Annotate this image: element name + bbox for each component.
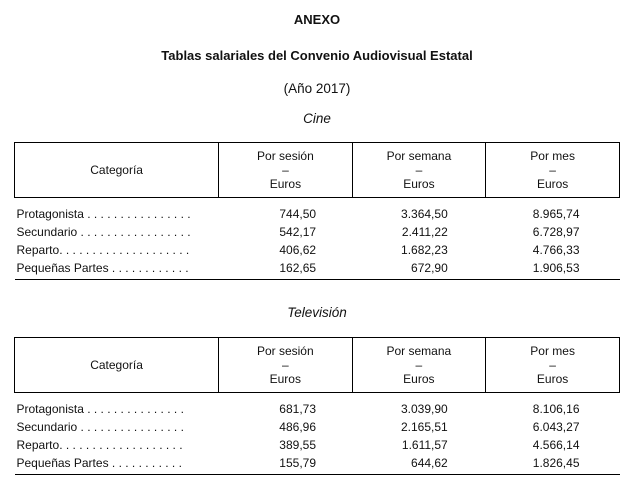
header-por-sesion: Por sesión – Euros: [219, 338, 352, 393]
value-semana: 3.364,50: [401, 207, 448, 221]
value-sesion: 155,79: [219, 454, 352, 475]
salary-table-cine: [14, 142, 620, 280]
header-categoria: Categoría: [15, 143, 219, 198]
table-row: [15, 436, 620, 454]
value-sesion: 406,62: [279, 243, 317, 257]
value-semana: 2.165,51: [401, 420, 448, 434]
table-row: [15, 241, 620, 259]
value-sesion: 389,55: [279, 438, 316, 452]
value-mes: 1.826,45: [486, 454, 620, 475]
header-por-mes: Por mes – Euros: [486, 143, 620, 198]
table-header-row: [15, 338, 620, 393]
document-year: (Año 2017): [283, 81, 351, 96]
table-row: [15, 223, 620, 241]
header-por-sesion: Por sesión – Euros: [219, 143, 352, 198]
table-row: [15, 418, 620, 436]
category-cell: Reparto. . . . . . . . . . . . . . . . . . . .: [16, 243, 190, 257]
value-sesion: 744,50: [279, 207, 317, 221]
category-cell: Pequeñas Partes . . . . . . . . . . .: [15, 454, 219, 475]
value-semana: 672,90: [352, 259, 486, 280]
header-categoria: Categoría: [15, 338, 219, 393]
annex-heading: ANEXO: [293, 12, 341, 27]
header-por-semana: Por semana – Euros: [352, 338, 486, 393]
table-row: [15, 454, 620, 475]
value-sesion: 486,96: [279, 420, 316, 434]
value-mes: 8.965,74: [532, 207, 580, 221]
section-title-television: Televisión: [287, 305, 347, 320]
table-row: [15, 400, 620, 418]
value-semana: 1.682,23: [401, 243, 448, 257]
value-sesion: 681,73: [279, 402, 316, 416]
value-semana: 3.039,90: [401, 402, 448, 416]
category-cell: Reparto. . . . . . . . . . . . . . . . . . .: [16, 438, 183, 452]
value-mes: 1.906,53: [486, 259, 620, 280]
value-mes: 4.566,14: [532, 438, 580, 452]
category-cell: Secundario . . . . . . . . . . . . . . . . .: [16, 225, 191, 239]
category-cell: Pequeñas Partes . . . . . . . . . . . .: [15, 259, 219, 280]
header-por-mes: Por mes – Euros: [486, 338, 620, 393]
section-title-cine: Cine: [303, 111, 331, 126]
header-por-semana: Por semana – Euros: [352, 143, 486, 198]
value-mes: 8.106,16: [532, 402, 580, 416]
category-cell: Secundario . . . . . . . . . . . . . . . .: [16, 420, 184, 434]
salary-table-television: [14, 337, 620, 475]
value-semana: 644,62: [352, 454, 486, 475]
table-header-row: [15, 143, 620, 198]
value-sesion: 162,65: [219, 259, 352, 280]
value-sesion: 542,17: [279, 225, 317, 239]
table-row: [15, 259, 620, 280]
category-cell: Protagonista . . . . . . . . . . . . . . .: [16, 402, 184, 416]
value-mes: 6.728,97: [532, 225, 580, 239]
document-title: Tablas salariales del Convenio Audiovisual Estatal: [161, 48, 473, 63]
value-semana: 2.411,22: [401, 225, 448, 239]
value-mes: 4.766,33: [532, 243, 580, 257]
category-cell: Protagonista . . . . . . . . . . . . . . . .: [16, 207, 191, 221]
table-row: [15, 205, 620, 223]
value-mes: 6.043,27: [532, 420, 580, 434]
value-semana: 1.611,57: [401, 438, 448, 452]
